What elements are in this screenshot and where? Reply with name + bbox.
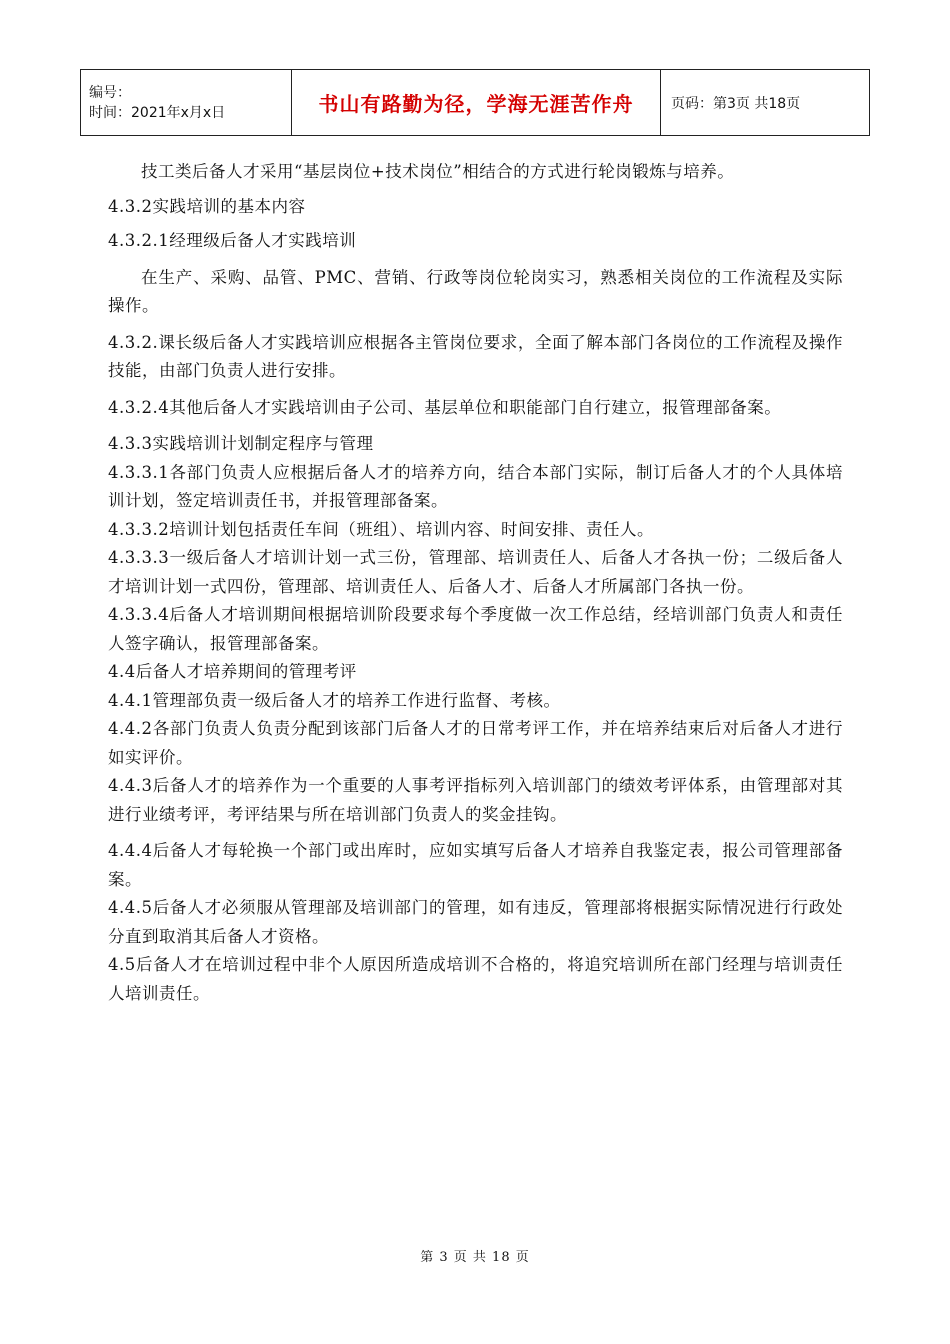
paragraph: 4.4.1管理部负责一级后备人才的培养工作进行监督、考核。: [108, 690, 561, 710]
paragraph: 4.3.3.3一级后备人才培训计划一式三份，管理部、培训责任人、后备人才各执一份；二级后备人才培训计划一式四份，管理部、培训责任人、后备人才、后备人才所属部门各执一份。: [108, 548, 843, 596]
time-label: 时间：2021年x月x日: [89, 104, 226, 121]
header-meta: [81, 70, 292, 136]
section-heading: 4.3.2.1经理级后备人才实践培训: [108, 231, 357, 250]
paragraph: 4.3.3.1各部门负责人应根据后备人才的培养方向，结合本部门实际，制订后备人才的个人具体培训计划，签定培训责任书，并报管理部备案。: [108, 462, 843, 510]
paragraph: 4.3.2.课长级后备人才实践培训应根据各主管岗位要求，全面了解本部门各岗位的工作流程及操作技能，由部门负责人进行安排。: [108, 332, 843, 380]
document-header: [80, 69, 870, 136]
section-heading: 4.3.2实践培训的基本内容: [108, 196, 306, 216]
paragraph: 4.3.2.4其他后备人才实践培训由子公司、基层单位和职能部门自行建立，报管理部备案。: [108, 397, 782, 417]
header-page-info: 页码：第3页 共18页: [661, 70, 870, 136]
number-label: 编号：: [89, 84, 131, 101]
paragraph: 在生产、采购、品管、PMC、营销、行政等岗位轮岗实习，熟悉相关岗位的工作流程及实际操作。: [108, 267, 843, 315]
paragraph: 4.4.4后备人才每轮换一个部门或出库时，应如实填写后备人才培养自我鉴定表，报公司管理部备案。: [108, 841, 843, 889]
paragraph: 4.4.3后备人才的培养作为一个重要的人事考评指标列入培训部门的绩效考评体系，由管理部对其进行业绩考评，考评结果与所在培训部门负责人的奖金挂钩。: [108, 776, 843, 824]
paragraph: 4.4.2各部门负责人负责分配到该部门后备人才的日常考评工作，并在培养结束后对后备人才进行如实评价。: [108, 719, 843, 767]
paragraph: 技工类后备人才采用“基层岗位+技术岗位”相结合的方式进行轮岗锻炼与培养。: [141, 162, 735, 181]
document-body: [108, 158, 843, 1008]
paragraph: 4.3.3.4后备人才培训期间根据培训阶段要求每个季度做一次工作总结，经培训部门负责人和责任人签字确认，报管理部备案。: [108, 605, 843, 653]
paragraph: 4.3.3.2培训计划包括责任车间（班组）、培训内容、时间安排、责任人。: [108, 519, 654, 539]
paragraph: 4.4.5后备人才必须服从管理部及培训部门的管理，如有违反，管理部将根据实际情况进行行政处分直到取消其后备人才资格。: [108, 898, 843, 946]
header-motto: 书山有路勤为径，学海无涯苦作舟: [292, 70, 661, 136]
page-footer: 第 3 页 共 18 页: [420, 1250, 530, 1265]
section-heading: 4.4后备人才培养期间的管理考评: [108, 662, 357, 681]
section-heading: 4.3.3实践培训计划制定程序与管理: [108, 434, 374, 453]
paragraph: 4.5后备人才在培训过程中非个人原因所造成培训不合格的，将追究培训所在部门经理与培训责任人培训责任。: [108, 955, 843, 1003]
